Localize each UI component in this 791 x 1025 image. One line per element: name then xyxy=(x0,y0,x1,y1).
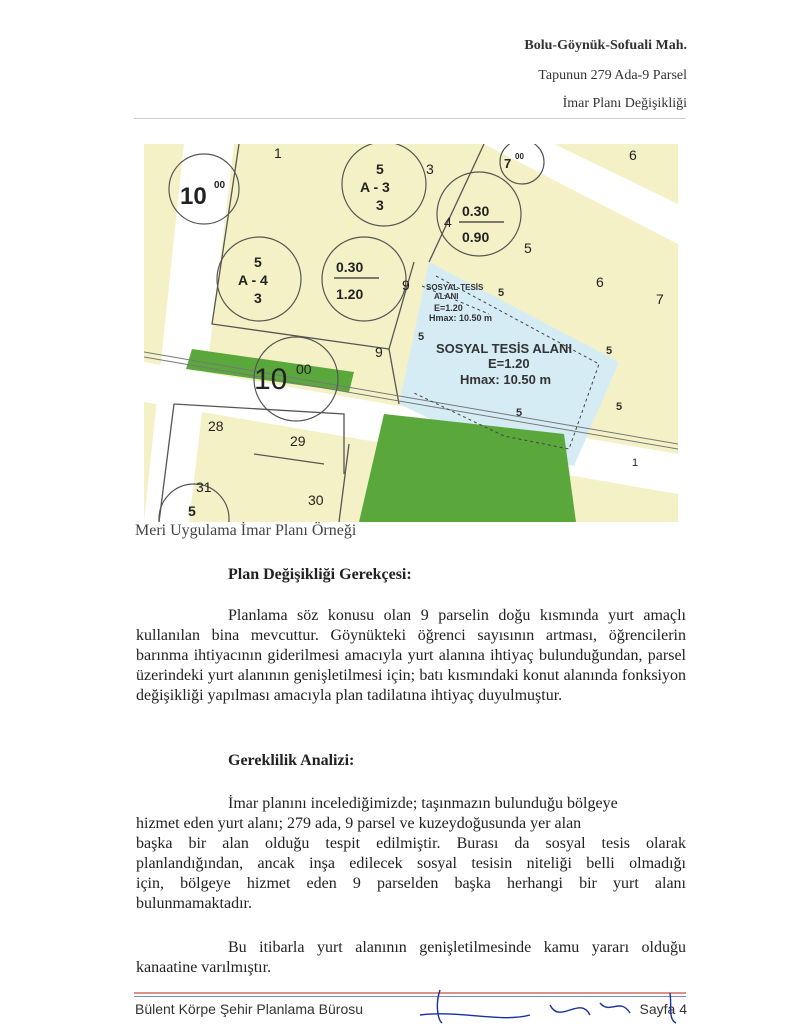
coverage-ratio: 0.30 xyxy=(462,203,490,219)
zoning-code: A - 4 xyxy=(238,272,268,288)
floor-area-ratio: 0.90 xyxy=(462,229,490,245)
header-subject: İmar Planı Değişikliği xyxy=(562,96,687,111)
setback-value: 5 xyxy=(418,331,425,343)
footer-page-number: Sayfa 4 xyxy=(639,1001,687,1017)
road-width-value: 10 xyxy=(254,363,288,396)
map-caption: Meri Uygulama İmar Planı Örneği xyxy=(135,522,357,539)
parcel-number: 4 xyxy=(444,214,452,230)
parcel-number: 9 xyxy=(402,277,410,293)
floor-area-ratio: 1.20 xyxy=(336,286,364,302)
header-parcel: Tapunun 279 Ada-9 Parsel xyxy=(538,68,687,83)
body-line: bulunmamaktadır. xyxy=(136,895,252,912)
area-label: E=1.20 xyxy=(434,303,463,313)
setback-value: 5 xyxy=(606,345,613,357)
parcel-number: 5 xyxy=(524,240,532,256)
zoning-plan-svg xyxy=(144,144,678,522)
parcel-number: 30 xyxy=(308,492,324,508)
floor-count: 5 xyxy=(188,503,196,519)
parcel-number: 6 xyxy=(629,147,637,163)
body-line: için, bölgeye hizmet eden 9 parselden başka herhangi bir yurt alanı xyxy=(136,875,686,892)
area-label: Hmax: 10.50 m xyxy=(429,313,493,323)
area-value: E=1.20 xyxy=(488,356,530,371)
body-line: hizmet eden yurt alanı; 279 ada, 9 parsel ve kuzeydoğusunda yer alan xyxy=(136,815,582,832)
parcel-number: 1 xyxy=(274,145,282,161)
body-line: İmar planını incelediğimizde; taşınmazın bulunduğu bölgeye xyxy=(228,795,618,812)
conclusion-body: Bu itibarla yurt alanının genişletilmesinde kamu yararı olduğu kanaatine varılmıştır. xyxy=(136,939,686,976)
setback-value: 5 xyxy=(616,401,623,413)
floor-count: 5 xyxy=(254,254,262,270)
parcel-number: 9 xyxy=(375,344,383,360)
road-width-value: 10 xyxy=(180,183,207,210)
zoning-code: A - 3 xyxy=(360,179,390,195)
road-width-sup: 00 xyxy=(214,180,226,191)
setback-value: 5 xyxy=(516,407,523,419)
parcel-number: 29 xyxy=(290,433,306,449)
body-line: başka bir alan olduğu tespit edilmiştir. Burası da sosyal tesis olarak xyxy=(136,835,686,852)
zoning-value: 3 xyxy=(376,197,384,213)
floor-count: 5 xyxy=(376,161,384,177)
road-width-value: 7 xyxy=(504,156,512,171)
zoning-plan-map xyxy=(144,144,678,522)
parcel-number: 3 xyxy=(426,161,434,177)
parcel-number: 6 xyxy=(596,274,604,290)
area-title: SOSYAL TESİS ALANI xyxy=(436,341,573,356)
zoning-value: 3 xyxy=(254,290,262,306)
section-title: Gereklilik Analizi: xyxy=(228,752,355,769)
parcel-number: 31 xyxy=(196,479,212,495)
parcel-number: 1 xyxy=(632,457,639,469)
section-title: Plan Değişikliği Gerekçesi: xyxy=(228,566,412,583)
footer-company: Bülent Körpe Şehir Planlama Bürosu xyxy=(135,1001,364,1017)
area-value: Hmax: 10.50 m xyxy=(460,372,552,387)
area-label: ALANI xyxy=(434,292,459,301)
header-divider xyxy=(134,118,686,119)
parcel-number: 28 xyxy=(208,418,224,434)
road-width-sup: 00 xyxy=(296,361,312,377)
road-width-sup: 00 xyxy=(515,152,524,161)
section-body: Planlama söz konusu olan 9 parselin doğu kısmında yurt amaçlı kullanılan bina mevcuttur. Göynükteki öğrenci sayısının artması, öğrencilerin barınma ihtiyacının giderilmesi amacıyla yurt alanına ihtiyaç bulunduğundan, parsel üzerindeki yurt alanının genişletilmesi için; batı kısmındaki konut alanında fonksiyon değişikliği yapılması amacıyla plan tadilatına ihtiyaç duyulmuştur. xyxy=(136,607,686,704)
parcel-number: 7 xyxy=(656,291,664,307)
section-body xyxy=(136,794,686,914)
body-line: planlandığından, ancak inşa edilecek sosyal tesisin niteliği belli olmadığı xyxy=(136,855,686,872)
area-label: SOSYAL TESİS xyxy=(426,283,484,292)
header-location: Bolu-Göynük-Sofuali Mah. xyxy=(524,38,687,53)
signature xyxy=(380,985,700,1025)
coverage-ratio: 0.30 xyxy=(336,259,364,275)
setback-value: 5 xyxy=(498,287,505,299)
